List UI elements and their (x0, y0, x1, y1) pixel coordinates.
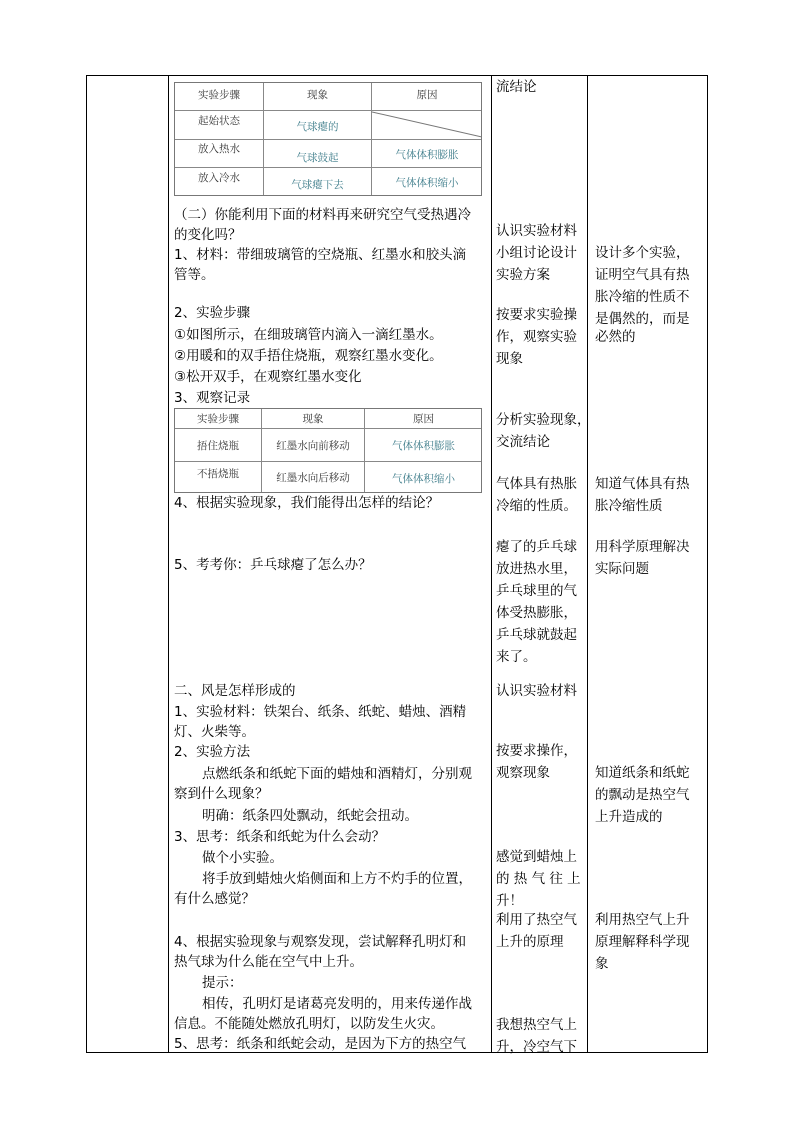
table-cell: 气球瘪的 (296, 121, 339, 133)
text-line: 5、思考：纸条和纸蛇会动，是因为下方的热空气 (174, 1036, 467, 1052)
student-activity-text: 乒乓球里的气 (496, 583, 577, 599)
design-intent-text: 是偶然的，而是 (595, 311, 690, 327)
column-divider-3 (587, 75, 588, 1053)
text-line: 3、思考：纸条和纸蛇为什么会动？ (174, 829, 386, 845)
text-line: ①如图所示，在细玻璃管内滴入一滴红墨水。 (174, 327, 443, 343)
table-header-cell: 现象 (302, 413, 324, 425)
observation-table-flask (174, 408, 482, 493)
student-activity-text: 按要求操作， (496, 743, 577, 759)
student-activity-text: 的 热 气 往 上 (496, 871, 581, 887)
student-activity-text: 气体具有热胀 (496, 476, 577, 492)
border-right (707, 75, 708, 1053)
design-intent-text: 设计多个实验， (595, 245, 690, 261)
table-cell: 气体体积缩小 (395, 177, 459, 189)
student-activity-text: 交流结论 (496, 434, 550, 450)
text-line: 管等。 (174, 267, 215, 283)
border-left (86, 75, 87, 1053)
text-line: ③松开双手，在观察红墨水变化 (174, 369, 362, 385)
table-header-cell: 实验步骤 (197, 413, 239, 425)
student-activity-text: 乒乓球就鼓起 (496, 627, 577, 643)
diagonal-slash (372, 111, 482, 139)
text-line: 2、实验方法 (174, 744, 251, 760)
table-cell: 起始状态 (198, 115, 240, 127)
design-intent-text: 用科学原理解决 (595, 539, 690, 555)
table-cell: 放入冷水 (198, 172, 240, 184)
table-cell: 气体体积缩小 (392, 473, 455, 485)
table-header-cell: 原因 (413, 413, 434, 425)
student-activity-text: 流结论 (496, 79, 537, 95)
design-intent-text: 知道气体具有热 (595, 476, 690, 492)
student-activity-text: 分析实验现象， (496, 412, 591, 428)
student-activity-text: 升，冷空气下 (496, 1039, 577, 1055)
student-activity-text: 观察现象 (496, 765, 550, 781)
design-intent-text: 知道纸条和纸蛇 (595, 765, 690, 781)
text-line: 有什么感觉？ (174, 891, 255, 907)
text-line: 做个小实验。 (202, 850, 283, 866)
student-activity-text: 来了。 (496, 649, 537, 665)
table-cell: 气体体积膨胀 (395, 149, 459, 161)
table-cell: 捂住烧瓶 (197, 440, 239, 452)
design-intent-text: 上升造成的 (595, 809, 663, 825)
column-divider-2 (491, 75, 492, 1053)
text-line: 4、根据实验现象，我们能得出怎样的结论？ (174, 495, 440, 511)
student-activity-text: 认识实验材料 (496, 683, 577, 699)
text-line: 1、实验材料：铁架台、纸条、纸蛇、蜡烛、酒精 (174, 704, 467, 720)
student-activity-text: 实验方案 (496, 267, 550, 283)
student-activity-text: 按要求实验操 (496, 307, 577, 323)
text-line: ②用暖和的双手捂住烧瓶，观察红墨水变化。 (174, 348, 443, 364)
text-line: 5、考考你：乒乓球瘪了怎么办？ (174, 557, 372, 573)
text-line: 信息。不能随处燃放孔明灯，以防发生火灾。 (174, 1016, 444, 1032)
table-header-cell: 原因 (416, 89, 438, 101)
design-intent-text: 胀冷缩性质 (595, 498, 663, 514)
student-activity-text: 我想热空气上 (496, 1017, 577, 1033)
table-cell: 不捂烧瓶 (197, 468, 239, 480)
table-header-cell: 实验步骤 (198, 89, 240, 101)
student-activity-text: 利用了热空气 (496, 912, 577, 928)
student-activity-text: 认识实验材料 (496, 223, 577, 239)
student-activity-text: 现象 (496, 351, 523, 367)
design-intent-text: 象 (595, 956, 609, 972)
design-intent-text: 实际问题 (595, 561, 649, 577)
observation-table-balloon (174, 82, 482, 196)
design-intent-text: 原理解释科学现 (595, 934, 690, 950)
text-line: 点燃纸条和纸蛇下面的蜡烛和酒精灯，分别观 (202, 766, 472, 782)
text-line: 热气球为什么能在空气中上升。 (174, 954, 363, 970)
table-cell: 放入热水 (198, 143, 240, 155)
student-activity-text: 体受热膨胀， (496, 605, 577, 621)
table-cell: 气球瘪下去 (291, 179, 344, 191)
design-intent-text: 的飘动是热空气 (595, 787, 690, 803)
text-line: 察到什么现象？ (174, 786, 269, 802)
text-line: 1、材料：带细玻璃管的空烧瓶、红墨水和胶头滴 (174, 247, 467, 263)
text-line: 4、根据实验现象与观察发现，尝试解释孔明灯和 (174, 934, 467, 950)
student-activity-text: 冷缩的性质。 (496, 498, 577, 514)
text-line: 将手放到蜡烛火焰侧面和上方不灼手的位置， (202, 871, 472, 887)
table-header-cell: 现象 (307, 89, 328, 101)
student-activity-text: 上升的原理 (496, 934, 564, 950)
table-cell: 红墨水向后移动 (276, 472, 350, 484)
design-intent-text: 利用热空气上升 (595, 912, 690, 928)
border-top (86, 75, 708, 76)
text-line: 的变化吗？ (174, 227, 242, 243)
section-heading: （二）你能利用下面的材料再来研究空气受热遇冷 (174, 207, 471, 223)
text-line: 明确：纸条四处飘动，纸蛇会扭动。 (202, 808, 418, 824)
section-heading: 二、风是怎样形成的 (174, 683, 296, 699)
table-cell: 红墨水向前移动 (276, 440, 350, 452)
student-activity-text: 放进热水里， (496, 561, 577, 577)
student-activity-text: 小组讨论设计 (496, 245, 577, 261)
table-cell: 气球鼓起 (296, 152, 339, 164)
student-activity-text: 感觉到蜡烛上 (496, 849, 577, 865)
text-line: 2、实验步骤 (174, 305, 251, 321)
column-divider-1 (168, 75, 169, 1053)
text-line: 3、观察记录 (174, 390, 251, 406)
student-activity-text: 升！ (496, 893, 523, 909)
student-activity-text: 作，观察实验 (496, 329, 577, 345)
table-cell: 气体体积膨胀 (392, 440, 455, 452)
text-line: 相传，孔明灯是诸葛亮发明的，用来传递作战 (202, 996, 472, 1012)
design-intent-text: 证明空气具有热 (595, 267, 690, 283)
design-intent-text: 必然的 (595, 329, 636, 345)
student-activity-text: 瘪了的乒乓球 (496, 539, 577, 555)
text-line: 提示： (202, 975, 243, 991)
text-line: 灯、火柴等。 (174, 724, 255, 740)
design-intent-text: 胀冷缩的性质不 (595, 289, 690, 305)
